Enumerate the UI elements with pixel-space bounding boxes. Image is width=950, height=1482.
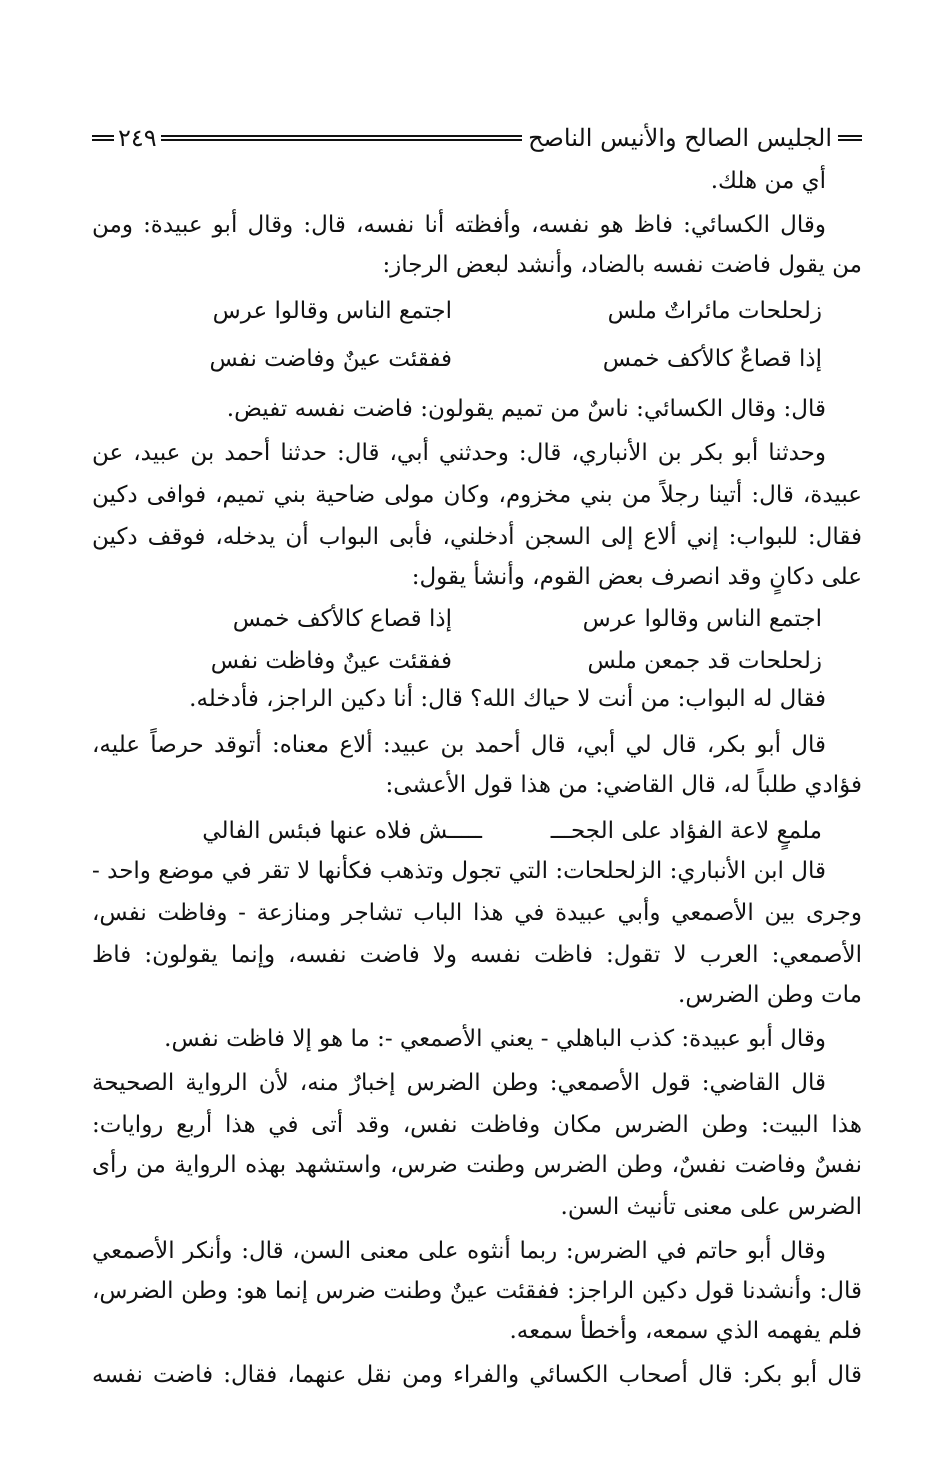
verse-hemistich-second: ففقئت عينٌ وفاظت نفس	[210, 648, 452, 674]
verse-line	[92, 600, 862, 638]
text-line: قال: وقال الكسائي: ناسٌ من تميم يقولون: فاضت نفسه تفيض.	[226, 396, 826, 422]
verse-hemistich-second: ـــــش فلاه عنها فبئس الفالي	[202, 818, 482, 844]
text-line: قال أبو بكر، قال لي أبي، قال أحمد بن عبيد: ألاع معناه: أتوقد حرصاً عليه،	[92, 732, 826, 758]
text-line: قال: وأنشدنا قول دكين الراجز: ففقئت عينٌ وطنت ضرس إنما هو: وطن الضرس،	[92, 1278, 862, 1304]
verse-line	[92, 642, 862, 680]
verse-hemistich-second: اجتمع الناس وقالوا عرس	[212, 298, 452, 324]
text-line: فؤادي طلباً له، قال القاضي: من هذا قول الأعشى:	[385, 772, 862, 798]
verse-hemistich-second: إذا قصاع كالأكف خمس	[232, 606, 452, 632]
header-dash-start	[838, 135, 862, 141]
verse-line	[92, 340, 862, 378]
text-line: وجرى بين الأصمعي وأبي عبيدة في هذا الباب تشاجر ومنازعة - وفاظت نفس،	[92, 900, 862, 926]
verse-line	[92, 292, 862, 330]
text-line: الأصمعي: العرب لا تقول: فاظت نفسه ولا فاضت نفسه، وإنما يقولون: فاظ	[92, 942, 862, 968]
text-line: قال ابن الأنباري: الزلحلحات: التي تجول وتذهب فكأنها لا تقر في موضع واحد -	[92, 858, 827, 884]
text-line: عبيدة، قال: أتينا رجلاً من بني مخزوم، وكان مولى ضاحية بني تميم، فوافى دكين	[92, 482, 862, 508]
text-line: من يقول فاضت نفسه بالضاد، وأنشد لبعض الرجاز:	[382, 252, 862, 278]
text-line: على دكانٍ وقد انصرف بعض القوم، وأنشأ يقول:	[411, 564, 862, 590]
text-line: وقال أبو حاتم في الضرس: ربما أنثوه على معنى السن، قال: وأنكر الأصمعي	[92, 1238, 826, 1264]
page-header	[92, 118, 862, 158]
text-line: الضرس على معنى تأنيث السن.	[560, 1194, 862, 1220]
page-number: ٢٤٩	[118, 124, 157, 152]
text-line: نفسٌ وفاضت نفسٌ، وطن الضرس وطنت ضرس، واستشهد بهذه الرواية من رأى	[92, 1152, 862, 1178]
text-line: فلم يفهمه الذي سمعه، وأخطأ سمعه.	[509, 1318, 862, 1344]
text-line: فقال له البواب: من أنت لا حياك الله؟ قال: أنا دكين الراجز، فأدخله.	[189, 686, 826, 712]
header-dash-end	[92, 135, 114, 141]
running-title: الجليس الصالح والأنيس الناصح	[528, 124, 832, 152]
verse-hemistich-first: زلحلحات قد جمعن ملس	[587, 648, 822, 674]
text-line: قال القاضي: قول الأصمعي: وطن الضرس إخبارٌ منه، لأن الرواية الصحيحة	[92, 1070, 826, 1096]
text-line: هذا البيت: وطن الضرس مكان وفاظت نفس، وقد أتى في هذا أربع روايات:	[92, 1112, 862, 1138]
text-line: قال أبو بكر: قال أصحاب الكسائي والفراء ومن نقل عنهما، فقال: فاضت نفسه	[92, 1362, 862, 1388]
text-line: وحدثنا أبو بكر بن الأنباري، قال: وحدثني أبي، قال: حدثنا أحمد بن عبيد، عن	[92, 440, 826, 466]
header-rule	[161, 135, 522, 141]
text-line: فقال: للبواب: إني ألاع إلى السجن أدخلني، فأبى البواب أن يدخله، فوقف دكين	[92, 524, 862, 550]
text-line: وقال الكسائي: فاظ هو نفسه، وأفظته أنا نفسه، قال: وقال أبو عبيدة: ومن	[92, 212, 826, 238]
verse-hemistich-first: زلحلحات مائراتٌ ملس	[607, 298, 822, 324]
verse-hemistich-first: اجتمع الناس وقالوا عرس	[582, 606, 822, 632]
text-line: وقال أبو عبيدة: كذب الباهلي - يعني الأصمعي -: ما هو إلا فاظت نفس.	[164, 1026, 826, 1052]
text-line: مات وطن الضرس.	[678, 982, 862, 1008]
text-line: أي من هلك.	[710, 168, 826, 194]
verse-line	[92, 812, 862, 850]
verse-hemistich-first: إذا قصاعٌ كالأكف خمس	[602, 346, 822, 372]
verse-hemistich-second: ففقئت عينٌ وفاضت نفس	[209, 346, 452, 372]
verse-hemistich-first: ملمعٍ لاعة الفؤاد على الجحـــ	[550, 818, 822, 844]
